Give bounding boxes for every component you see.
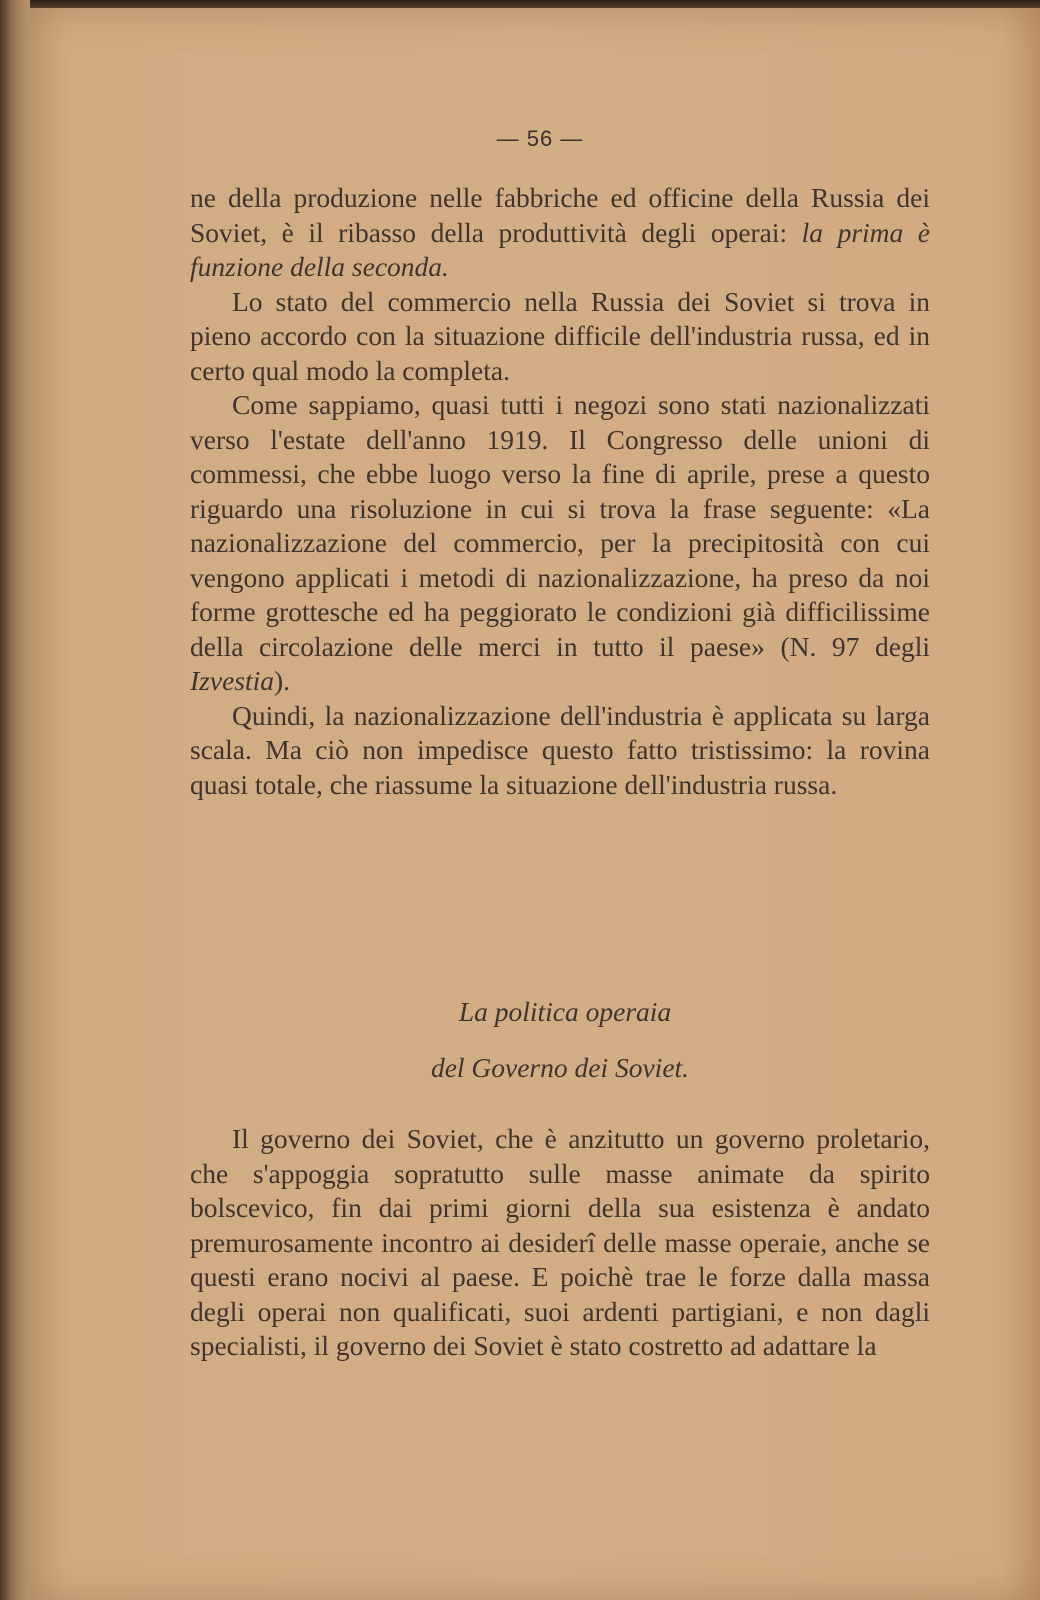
izvestia-reference: Izvestia [190, 665, 275, 696]
body-text-block-1 [190, 181, 930, 802]
paragraph-1-text: ne della produzione nelle fabbriche ed officine della Russia dei Soviet, è il ribasso della produttività degli operai: [190, 182, 930, 248]
page-number: — 56 — [496, 126, 584, 151]
body-text-block-2 [190, 1122, 930, 1364]
section-heading-line-2: del Governo dei Soviet. [430, 1052, 690, 1083]
paragraph-3-text: Come sappiamo, quasi tutti i negozi sono stati nazionalizzati verso l'estate dell'anno 1919. Il Congresso delle unioni di commessi, che ebbe luogo verso la fine di aprile, prese a questo riguardo una risoluzione in cui si trova la frase seguente: «La nazionalizzazione del commercio, per la precipitosità con cui vengono applicati i metodi di nazionalizzazione, ha preso da noi forme grottesche ed ha peggiorato le condizioni già difficilissime della circolazione delle merci in tutto il paese» (N. 97 degli [190, 389, 930, 662]
paragraph-3 [190, 388, 930, 699]
paragraph-5: Il governo dei Soviet, che è anzitutto un governo proletario, che s'appoggia sopratutto sulle masse animate da spirito bolscevico, fin dai primi giorni della sua esistenza è andato premurosamente incontro ai desiderî delle masse operaie, anche se questi erano nocivi al paese. E poichè trae le forze dalla massa degli operai non qualificati, suoi ardenti partigiani, e non dagli specialisti, il governo dei Soviet è stato costretto ad adattare la [190, 1123, 930, 1361]
section-heading-line-1: La politica operaia [458, 996, 672, 1027]
paragraph-4: Quindi, la nazionalizzazione dell'industria è applicata su larga scala. Ma ciò non impedisce questo fatto tristissimo: la rovina quasi totale, che riassume la situazione dell'industria russa. [190, 699, 930, 800]
paragraph-2: Lo stato del commercio nella Russia dei Soviet si trova in pieno accordo con la situazione difficile dell'industria russa, ed in certo qual modo la completa. [190, 285, 930, 386]
paragraph-1-italic: la prima è funzione della seconda. [190, 216, 930, 282]
paragraph-1 [190, 181, 930, 285]
paragraph-3-close: ). [274, 665, 291, 696]
book-spine [0, 0, 30, 1600]
